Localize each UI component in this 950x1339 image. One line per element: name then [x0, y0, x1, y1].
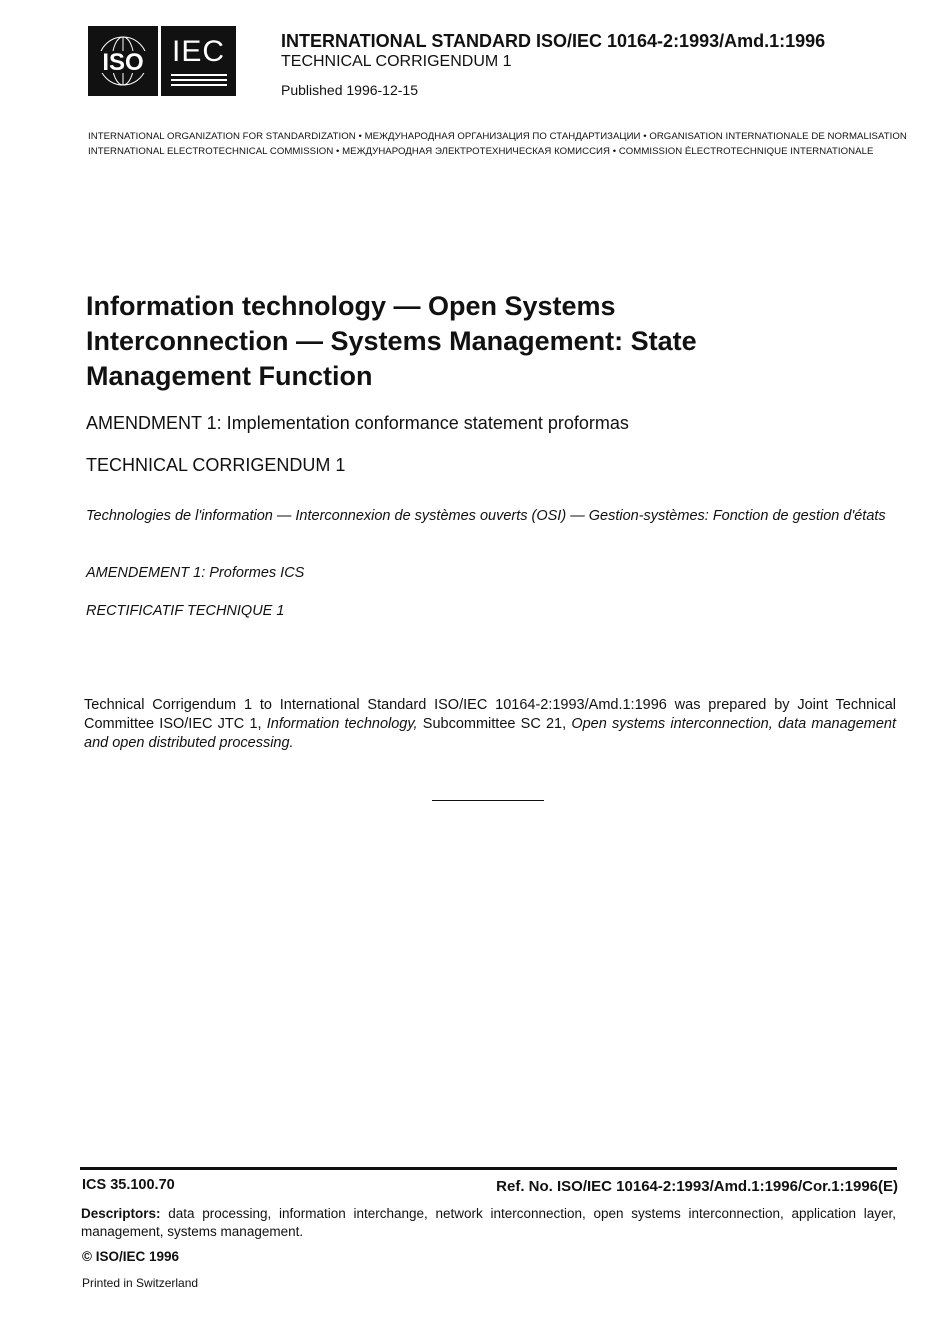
iec-logo-text: IEC — [171, 34, 225, 68]
org-line-iec: INTERNATIONAL ELECTROTECHNICAL COMMISSION • МЕЖДУНАРОДНАЯ ЭЛЕКТРОТЕХНИЧЕСКАЯ КОМИССИЯ • COMMISSION ÉLECTROTECHNIQUE INTERNATIONALE — [88, 146, 874, 157]
preparation-paragraph — [84, 696, 896, 753]
iso-logo-text: ISO — [102, 49, 144, 76]
french-corrigendum: RECTIFICATIF TECHNIQUE 1 — [86, 603, 285, 619]
iec-logo — [161, 26, 236, 96]
ics-number: ICS 35.100.70 — [82, 1177, 175, 1193]
corrigendum-title: TECHNICAL CORRIGENDUM 1 — [86, 455, 346, 475]
paragraph-italic-subcommittee: Open systems interconnection, data management and open distributed processing. — [84, 716, 897, 751]
document-title: Information technology — Open Systems Interconnection — Systems Management: State Management Function — [86, 291, 697, 391]
iso-logo — [88, 26, 158, 96]
descriptors-label: Descriptors: — [81, 1206, 161, 1221]
org-line-iso: INTERNATIONAL ORGANIZATION FOR STANDARDIZATION • МЕЖДУНАРОДНАЯ ОРГАНИЗАЦИЯ ПО СТАНДАРТИЗАЦИИ • ORGANISATION INTERNATIONALE DE NORMALISATION — [88, 131, 907, 142]
amendment-title: AMENDMENT 1: Implementation conformance statement proformas — [86, 413, 629, 433]
iec-logo-lines — [171, 71, 227, 86]
footer-rule — [80, 1167, 897, 1170]
standard-subtitle: TECHNICAL CORRIGENDUM 1 — [281, 53, 512, 70]
iso-globe-icon — [88, 26, 158, 96]
french-title: Technologies de l'information — Interconnexion de systèmes ouverts (OSI) — Gestion-systèmes: Fonction de gestion d'états — [86, 508, 886, 524]
copyright: © ISO/IEC 1996 — [82, 1249, 179, 1264]
published-date: Published 1996-12-15 — [281, 82, 418, 98]
section-divider — [432, 800, 544, 801]
descriptors — [81, 1205, 896, 1241]
french-amendment: AMENDEMENT 1: Proformes ICS — [86, 565, 305, 581]
paragraph-text: Subcommittee SC 21, — [417, 716, 572, 732]
paragraph-text: Technical Corrigendum 1 to International Standard ISO/IEC 10164-2:1993/Amd.1:1996 was prepared by Joint Technical Committee ISO/IEC JTC 1, — [84, 697, 896, 732]
printed-in: Printed in Switzerland — [82, 1276, 199, 1290]
reference-number: Ref. No. ISO/IEC 10164-2:1993/Amd.1:1996/Cor.1:1996(E) — [496, 1178, 898, 1195]
descriptors-text: data processing, information interchange, network interconnection, open systems interconnection, application layer, management, systems management. — [81, 1206, 896, 1239]
standard-title: INTERNATIONAL STANDARD ISO/IEC 10164-2:1993/Amd.1:1996 — [281, 31, 826, 51]
paragraph-italic-committee: Information technology, — [266, 716, 418, 732]
